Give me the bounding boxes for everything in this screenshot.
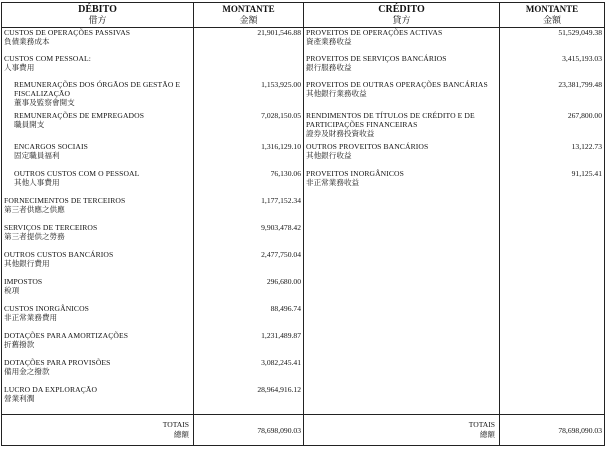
debit-item-pt: IMPOSTOS [4, 276, 43, 286]
credit-empty-amount-cell [500, 196, 605, 223]
debit-header-zh: 借方 [88, 15, 107, 25]
credit-item-zh: 其他銀行收益 [306, 150, 352, 160]
table-row [2, 54, 605, 80]
credit-item-label [304, 54, 500, 80]
debit-item-amount: 2,477,750.04 [194, 250, 304, 277]
debit-item-amount: 28,964,916.12 [194, 385, 304, 415]
debit-item-amount: 1,177,152.34 [194, 196, 304, 223]
debit-item-pt: CUSTOS INORGÂNICOS [4, 303, 89, 313]
debit-totals-label-pt: TOTAIS [162, 420, 189, 429]
credit-item-pt: OUTROS PROVEITOS BANCÁRIOS [306, 141, 429, 151]
credit-item-pt: PROVEITOS INORGÂNICOS [306, 168, 404, 178]
debit-item-label [2, 80, 194, 111]
credit-amount-header-zh: 金額 [542, 15, 561, 25]
debit-item-zh: 人事費用 [4, 62, 35, 72]
credit-item-amount: 13,122.73 [500, 142, 605, 169]
debit-item-amount: 296,680.00 [194, 277, 304, 304]
credit-item-zh: 銀行服務收益 [306, 62, 352, 72]
debit-item-zh: 董事及監察會開支 [14, 97, 75, 107]
debit-item-amount [194, 54, 304, 80]
debit-item-amount: 1,153,925.00 [194, 80, 304, 111]
credit-item-pt: RENDIMENTOS DE TÍTULOS DE CRÉDITO E DE PARTICIPAÇÕES FINANCEIRAS [306, 110, 475, 129]
table-row [2, 223, 605, 250]
debit-header [2, 3, 194, 28]
debit-item-amount: 3,082,245.41 [194, 358, 304, 385]
table-row [2, 80, 605, 111]
credit-totals-label-zh: 總額 [479, 430, 495, 439]
credit-amount-header [500, 3, 605, 28]
debit-item-label [2, 358, 194, 385]
debit-header-pt: DÉBITO [78, 4, 117, 15]
debit-item-label [2, 304, 194, 331]
debit-item-label [2, 277, 194, 304]
credit-empty-amount-cell [500, 277, 605, 304]
credit-item-zh: 證券及財務投資收益 [306, 128, 375, 138]
debit-item-amount: 21,901,546.88 [194, 28, 304, 54]
credit-total-amount: 78,698,090.03 [500, 415, 605, 446]
credit-item-pt: PROVEITOS DE OUTRAS OPERAÇÕES BANCÁRIAS [306, 79, 488, 89]
credit-item-amount: 23,381,799.48 [500, 80, 605, 111]
debit-item-label [2, 331, 194, 358]
debit-item-pt: REMUNERAÇÕES DE EMPREGADOS [14, 110, 145, 120]
debit-total-amount: 78,698,090.03 [194, 415, 304, 446]
debit-item-pt: DOTAÇÕES PARA AMORTIZAÇÕES [4, 330, 129, 340]
credit-item-amount: 51,529,049.38 [500, 28, 605, 54]
debit-item-zh: 備用金之撥款 [4, 366, 50, 376]
debit-item-zh: 折舊撥款 [4, 339, 35, 349]
credit-header [304, 3, 500, 28]
debit-item-pt: OUTROS CUSTOS BANCÁRIOS [4, 249, 114, 259]
credit-item-pt: PROVEITOS DE OPERAÇÕES ACTIVAS [306, 28, 443, 37]
credit-item-label [304, 142, 500, 169]
credit-item-label [304, 111, 500, 142]
credit-item-amount: 267,800.00 [500, 111, 605, 142]
exploration-account-table [1, 2, 605, 446]
table-row [2, 304, 605, 331]
table-row [2, 142, 605, 169]
credit-empty-cell [304, 358, 500, 385]
credit-empty-amount-cell [500, 331, 605, 358]
debit-item-zh: 營業利潤 [4, 393, 35, 403]
debit-item-pt: DOTAÇÕES PARA PROVISÕES [4, 357, 111, 367]
debit-item-label [2, 169, 194, 196]
credit-amount-header-pt: MONTANTE [525, 4, 579, 14]
table-row [2, 196, 605, 223]
credit-item-zh: 非正常業務收益 [306, 177, 360, 187]
credit-item-zh: 資產業務收益 [306, 37, 352, 46]
credit-empty-cell [304, 196, 500, 223]
debit-item-pt: FORNECIMENTOS DE TERCEIROS [4, 195, 126, 205]
credit-totals-label [304, 415, 500, 446]
credit-header-zh: 貸方 [392, 15, 411, 25]
debit-totals-label [2, 415, 194, 446]
debit-item-amount: 1,231,489.87 [194, 331, 304, 358]
credit-header-pt: CRÉDITO [378, 4, 425, 15]
table-row [2, 111, 605, 142]
debit-item-label [2, 54, 194, 80]
debit-item-zh: 稅項 [4, 285, 20, 295]
debit-item-zh: 固定職員福利 [14, 150, 60, 160]
debit-item-pt: OUTROS CUSTOS COM O PESSOAL [14, 168, 140, 178]
debit-item-amount: 76,130.06 [194, 169, 304, 196]
credit-item-label [304, 169, 500, 196]
credit-empty-cell [304, 277, 500, 304]
debit-amount-header-pt: MONTANTE [222, 4, 275, 14]
debit-item-label [2, 250, 194, 277]
debit-item-amount: 7,028,150.05 [194, 111, 304, 142]
totals-row [2, 415, 605, 446]
credit-empty-cell [304, 304, 500, 331]
debit-totals-label-zh: 總額 [173, 430, 189, 439]
debit-item-amount: 9,903,478.42 [194, 223, 304, 250]
credit-item-label [304, 28, 500, 54]
debit-item-pt: CUSTOS DE OPERAÇÕES PASSIVAS [4, 28, 131, 37]
debit-amount-header-zh: 金額 [239, 15, 258, 25]
credit-empty-amount-cell [500, 304, 605, 331]
debit-item-amount: 88,496.74 [194, 304, 304, 331]
credit-empty-amount-cell [500, 385, 605, 415]
table-row [2, 169, 605, 196]
debit-item-zh: 其他人事費用 [14, 177, 60, 187]
debit-item-zh: 其他銀行費用 [4, 258, 50, 268]
debit-item-label [2, 196, 194, 223]
table-row [2, 331, 605, 358]
debit-item-label [2, 385, 194, 415]
debit-item-pt: CUSTOS COM PESSOAL: [4, 53, 92, 63]
table-row [2, 385, 605, 415]
debit-item-amount: 1,316,129.10 [194, 142, 304, 169]
credit-item-zh: 其他銀行業務收益 [306, 88, 367, 98]
credit-empty-amount-cell [500, 250, 605, 277]
table-row [2, 28, 605, 54]
debit-item-label [2, 223, 194, 250]
debit-item-zh: 非正常業務費用 [4, 312, 58, 322]
credit-empty-cell [304, 385, 500, 415]
debit-item-zh: 第三者供應之供應 [4, 204, 65, 214]
credit-empty-cell [304, 250, 500, 277]
debit-item-pt: ENCARGOS SOCIAIS [14, 141, 88, 151]
debit-item-pt: SERVIÇOS DE TERCEIROS [4, 222, 98, 232]
credit-item-amount: 3,415,193.03 [500, 54, 605, 80]
table-header-row [2, 3, 605, 28]
debit-item-zh: 負債業務成本 [4, 37, 50, 46]
credit-empty-cell [304, 331, 500, 358]
credit-totals-label-pt: TOTAIS [468, 420, 495, 429]
debit-item-label [2, 28, 194, 54]
debit-item-pt: REMUNERAÇÕES DOS ÓRGÃOS DE GESTÃO E FISCALIZAÇÃO [14, 79, 181, 98]
credit-empty-cell [304, 223, 500, 250]
credit-empty-amount-cell [500, 223, 605, 250]
table-row [2, 277, 605, 304]
credit-empty-amount-cell [500, 358, 605, 385]
debit-item-zh: 第三者提供之勞務 [4, 231, 65, 241]
table-body [2, 28, 605, 415]
table-row [2, 250, 605, 277]
debit-item-pt: LUCRO DA EXPLORAÇÃO [4, 384, 98, 394]
credit-item-pt: PROVEITOS DE SERVIÇOS BANCÁRIOS [306, 53, 447, 63]
debit-item-label [2, 142, 194, 169]
debit-item-zh: 職員開支 [14, 119, 45, 129]
debit-amount-header [194, 3, 304, 28]
credit-item-label [304, 80, 500, 111]
table-row [2, 358, 605, 385]
debit-item-label [2, 111, 194, 142]
credit-item-amount: 91,125.41 [500, 169, 605, 196]
